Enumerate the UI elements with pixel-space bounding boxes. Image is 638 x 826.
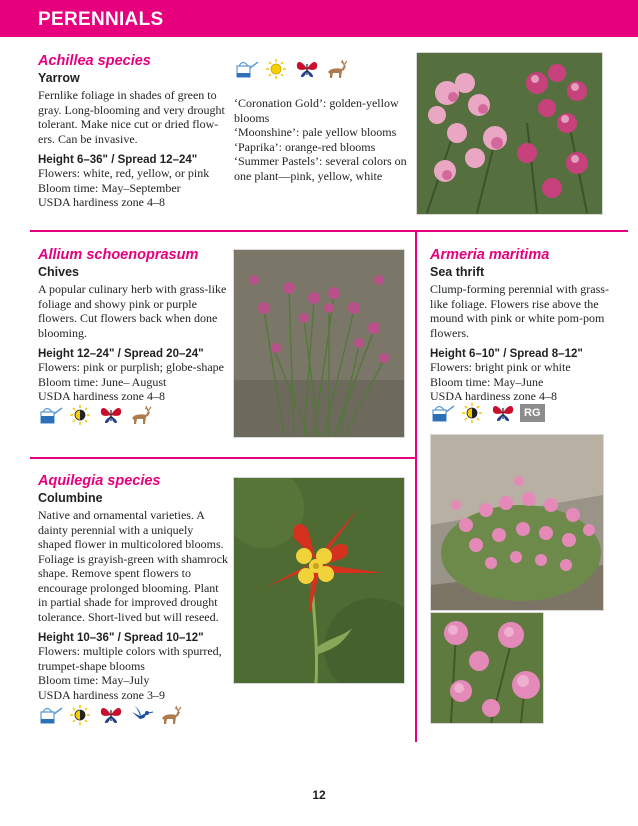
plant-flowers: Flowers: bright pink or white: [430, 360, 571, 374]
plant-scientific-name: Achillea species: [38, 53, 151, 69]
plant-entry-aquilegia: [38, 473, 228, 702]
watering-can-low-icon: [234, 58, 258, 80]
plant-common-name: Columbine: [38, 491, 103, 505]
plant-entry-achillea: [38, 53, 228, 210]
deer-icon: [128, 404, 152, 426]
butterfly-icon: [490, 402, 514, 424]
watering-can-low-icon: [38, 704, 62, 726]
achillea-icon-row: [234, 58, 348, 80]
plant-hardiness-zone: USDA hardiness zone 3–9: [38, 687, 165, 702]
allium-photo: [233, 249, 405, 438]
butterfly-icon: [98, 704, 122, 726]
plant-bloom-time: Bloom time: June– August: [38, 374, 167, 389]
plant-size: Height 10–36" / Spread 10–12": [38, 632, 204, 644]
divider-row-1: [30, 230, 628, 232]
plant-size: Height 6–10" / Spread 8–12": [430, 348, 583, 360]
variety-line: ‘Moonshine’: pale yellow blooms: [234, 125, 397, 139]
page-number: 12: [312, 788, 326, 802]
allium-icon-row: [38, 404, 152, 426]
aquilegia-icon-row: [38, 704, 182, 726]
deer-icon: [324, 58, 348, 80]
armeria-photo-clump: [430, 434, 604, 611]
plant-facts: [430, 360, 610, 404]
plant-entry-armeria: [430, 247, 610, 404]
plant-hardiness-zone: USDA hardiness zone 4–8: [38, 389, 165, 403]
variety-line: ‘Summer Pastels’: several colors on: [234, 154, 407, 168]
plant-facts: [38, 166, 228, 210]
plant-bloom-time: Bloom time: May–June: [430, 374, 544, 389]
plant-description: Native and ornamental varieties. A dainty perennial with a uniquely shaped flower in multicolored blooms. Foliage is grayish-green with shamrock shape. Remove spent flowers to encourage prolonged blooming. Plant in partial shade for improved drought tolerance. Short-lived but will reseed.: [38, 508, 228, 624]
deer-icon: [158, 704, 182, 726]
part-sun-icon: [68, 404, 92, 426]
variety-line: blooms: [234, 110, 270, 125]
plant-description: Fernlike foliage in shades of green to gray. Long-blooming and very drought tolerant. Make nice cut or dried flow-ers. Can be invasive.: [38, 88, 225, 146]
armeria-icon-row: [430, 402, 545, 424]
plant-flowers: Flowers: white, red, yellow, or pink: [38, 166, 210, 180]
plant-scientific-name: Aquilegia species: [38, 473, 161, 489]
aquilegia-photo: [233, 477, 405, 684]
plant-common-name: Chives: [38, 265, 79, 279]
divider-row-2: [30, 457, 416, 459]
plant-bloom-time: Bloom time: May–September: [38, 180, 181, 195]
plant-hardiness-zone: USDA hardiness zone 4–8: [430, 389, 557, 403]
plant-scientific-name: Armeria maritima: [430, 247, 550, 263]
part-sun-icon: [68, 704, 92, 726]
plant-common-name: Sea thrift: [430, 265, 485, 279]
plant-facts: [38, 644, 228, 702]
plant-entry-allium: [38, 247, 228, 404]
armeria-photo-closeup: [430, 612, 544, 724]
plant-flowers: Flowers: pink or purplish; globe-shape: [38, 360, 224, 374]
butterfly-icon: [98, 404, 122, 426]
plant-bloom-time: Bloom time: May–July: [38, 673, 150, 687]
watering-can-medium-icon: [38, 404, 62, 426]
plant-scientific-name: Allium schoenoprasum: [38, 247, 199, 263]
plant-facts: [38, 360, 228, 404]
divider-column: [415, 230, 417, 742]
part-sun-icon: [460, 402, 484, 424]
butterfly-icon: [294, 58, 318, 80]
plant-common-name: Yarrow: [38, 71, 80, 85]
full-sun-icon: [264, 58, 288, 80]
section-banner: [0, 0, 638, 37]
plant-hardiness-zone: USDA hardiness zone 4–8: [38, 195, 165, 209]
variety-line: ‘Coronation Gold’: golden-yellow: [234, 96, 399, 110]
achillea-photo: [416, 52, 603, 215]
variety-line: ‘Paprika’: orange-red blooms: [234, 139, 376, 154]
plant-description: Clump-forming perennial with grass-like foliage. Flowers rise above the mound with pink or white pom-pom flowers.: [430, 282, 609, 340]
plant-flowers: Flowers: multiple colors with spurred, trumpet-shape blooms: [38, 644, 222, 673]
plant-size: Height 6–36" / Spread 12–24": [38, 154, 198, 166]
rg-badge: RG: [520, 404, 545, 422]
plant-description: A popular culinary herb with grass-like foliage and showy pink or purple flowers. Cut flowers back when done blooming.: [38, 282, 227, 340]
achillea-varieties: [234, 96, 410, 183]
section-title: PERENNIALS: [38, 9, 164, 30]
plant-size: Height 12–24" / Spread 20–24": [38, 348, 204, 360]
variety-line: one plant—pink, yellow, white: [234, 168, 383, 183]
hummingbird-icon: [128, 704, 152, 726]
watering-can-medium-icon: [430, 402, 454, 424]
